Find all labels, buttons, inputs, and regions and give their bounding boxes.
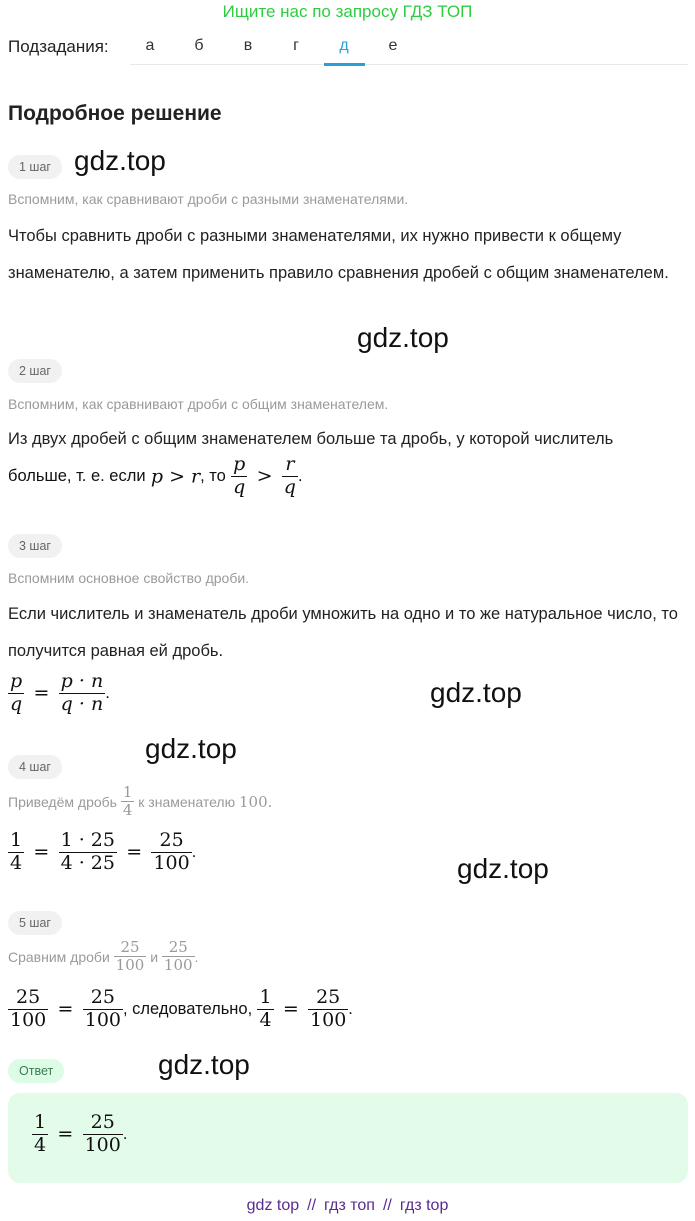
tab-g[interactable]: г (293, 37, 299, 54)
footer-separator: // (382, 1197, 392, 1214)
fraction-numerator: 25 (8, 987, 48, 1010)
fraction-denominator: 100 (153, 851, 190, 874)
fraction-denominator: q (10, 692, 23, 715)
fraction-numerator: 25 (151, 830, 191, 853)
step-5-conclusion: , следовательно, (123, 999, 253, 1018)
answer-formula (32, 1112, 127, 1157)
period: . (122, 1124, 128, 1143)
step-4-badge: 4 шаг (8, 755, 62, 779)
fraction-numerator: 1 (34, 1111, 47, 1133)
tab-d[interactable]: д (339, 37, 349, 54)
footer-link[interactable]: gdz top (246, 1197, 300, 1214)
period: . (191, 842, 197, 861)
footer-links (0, 1197, 695, 1215)
step-5-formula (8, 987, 353, 1032)
fraction-denominator: 100 (115, 956, 145, 975)
fraction-denominator: 100 (84, 1008, 122, 1031)
step-1-hint: Вспомним, как сравнивают дроби с разными знаменателями. (8, 191, 409, 207)
fraction-numerator: 25 (83, 987, 123, 1010)
tab-v[interactable]: в (243, 37, 253, 54)
fraction-numerator: 25 (83, 1112, 123, 1135)
step-3-hint: Вспомним основное свойство дроби. (8, 570, 250, 586)
fraction (114, 939, 147, 975)
fraction (308, 987, 348, 1032)
fraction-numerator: 25 (114, 939, 147, 957)
greater-sign: > (256, 465, 273, 488)
fraction (8, 830, 24, 875)
step-5-hint-text: Сравним дроби (8, 948, 110, 965)
step-5-hint-and: и (150, 948, 159, 965)
watermark: gdz.top (74, 145, 166, 176)
watermark: gdz.top (145, 733, 237, 764)
equals-sign: = (282, 998, 299, 1021)
fraction-numerator: 1 (10, 829, 23, 851)
footer-separator: // (307, 1197, 317, 1214)
fraction (151, 830, 191, 875)
equals-sign: = (33, 682, 50, 705)
subtasks-divider (130, 64, 688, 65)
active-tab-indicator (324, 63, 365, 66)
step-4-formula (8, 830, 196, 875)
step-2-text: Из двух дробей с общим знаменателем больше та дробь, у которой числитель (8, 430, 614, 448)
footer-link[interactable]: гдз топ (324, 1197, 375, 1214)
step-4-hint-text: к знаменателю (138, 793, 236, 810)
fraction-denominator: q (283, 475, 296, 498)
answer-badge: Ответ (8, 1059, 64, 1083)
tab-e[interactable]: е (388, 37, 398, 54)
equals-sign: = (126, 841, 143, 864)
fraction (59, 830, 117, 875)
search-banner: Ищите нас по запросу ГДЗ ТОП (222, 2, 473, 21)
step-1-badge: 1 шаг (8, 155, 62, 179)
section-title: Подробное решение (8, 102, 222, 125)
fraction-denominator: 4 (259, 1008, 272, 1031)
step-4-hint-text: Приведём дробь (8, 793, 117, 810)
fraction-numerator: 25 (162, 939, 195, 957)
fraction-numerator: p (10, 670, 23, 692)
period: . (105, 683, 110, 702)
fraction-denominator: q (233, 475, 246, 498)
fraction (121, 784, 135, 820)
step-2-badge: 2 шаг (8, 359, 62, 383)
step-3-formula (8, 671, 110, 716)
fraction-numerator: 1 (122, 783, 133, 801)
subtasks-label: Подзадания: (8, 37, 109, 56)
fraction-numerator: 25 (308, 987, 348, 1010)
fraction-denominator: 100 (310, 1008, 347, 1031)
period: . (348, 999, 353, 1018)
fraction (83, 1112, 123, 1157)
watermark: gdz.top (357, 322, 449, 353)
fraction (8, 987, 48, 1032)
fraction-denominator: 4 · 25 (60, 851, 115, 874)
watermark: gdz.top (457, 853, 549, 884)
equals-sign: = (57, 998, 74, 1021)
fraction (83, 987, 123, 1032)
step-4-hint-value: 100. (239, 792, 273, 811)
fraction (59, 671, 106, 716)
period: . (194, 948, 199, 965)
fraction-denominator: 100 (84, 1133, 121, 1156)
equals-sign: = (33, 841, 50, 864)
fraction-numerator: 1 (259, 986, 272, 1008)
footer-link[interactable]: гдз top (399, 1197, 449, 1214)
fraction-denominator: 4 (34, 1133, 47, 1156)
fraction-denominator: 100 (10, 1008, 47, 1031)
step-2-condition: p > r (150, 465, 201, 488)
fraction-numerator: p (233, 453, 246, 475)
step-2-formula (8, 454, 303, 499)
tab-b[interactable]: б (194, 37, 204, 54)
fraction-denominator: q · n (60, 692, 104, 715)
step-3-badge: 3 шаг (8, 534, 62, 558)
fraction-denominator: 4 (122, 801, 133, 820)
step-5-hint (8, 939, 198, 975)
fraction (282, 454, 298, 499)
tab-a[interactable]: а (145, 37, 155, 54)
period: . (297, 466, 303, 485)
step-2-text-then: , то (200, 466, 226, 485)
step-5-badge: 5 шаг (8, 911, 62, 935)
fraction-numerator: r (282, 454, 298, 477)
step-2-text-cont: больше, т. е. если (8, 466, 146, 485)
watermark: gdz.top (430, 677, 522, 708)
step-2-hint: Вспомним, как сравнивают дроби с общим знаменателем. (8, 396, 389, 412)
fraction (162, 939, 195, 975)
equals-sign: = (57, 1123, 74, 1146)
step-3-text: Если числитель и знаменатель дроби умножить на одно и то же натуральное число, то получится равная ей дробь. (8, 605, 678, 660)
fraction (231, 454, 247, 499)
fraction (8, 671, 24, 716)
fraction-denominator: 4 (10, 851, 23, 874)
step-4-hint (8, 784, 272, 820)
watermark: gdz.top (158, 1049, 250, 1080)
step-1-text: Чтобы сравнить дроби с разными знаменателями, их нужно привести к общему знаменателю, а затем применить правило сравнения дробей с общим знаменателем. (8, 227, 669, 282)
fraction-numerator: p · n (60, 670, 104, 692)
fraction-numerator: 1 · 25 (60, 829, 115, 851)
fraction-denominator: 100 (163, 956, 193, 975)
fraction (32, 1112, 48, 1157)
fraction (257, 987, 273, 1032)
